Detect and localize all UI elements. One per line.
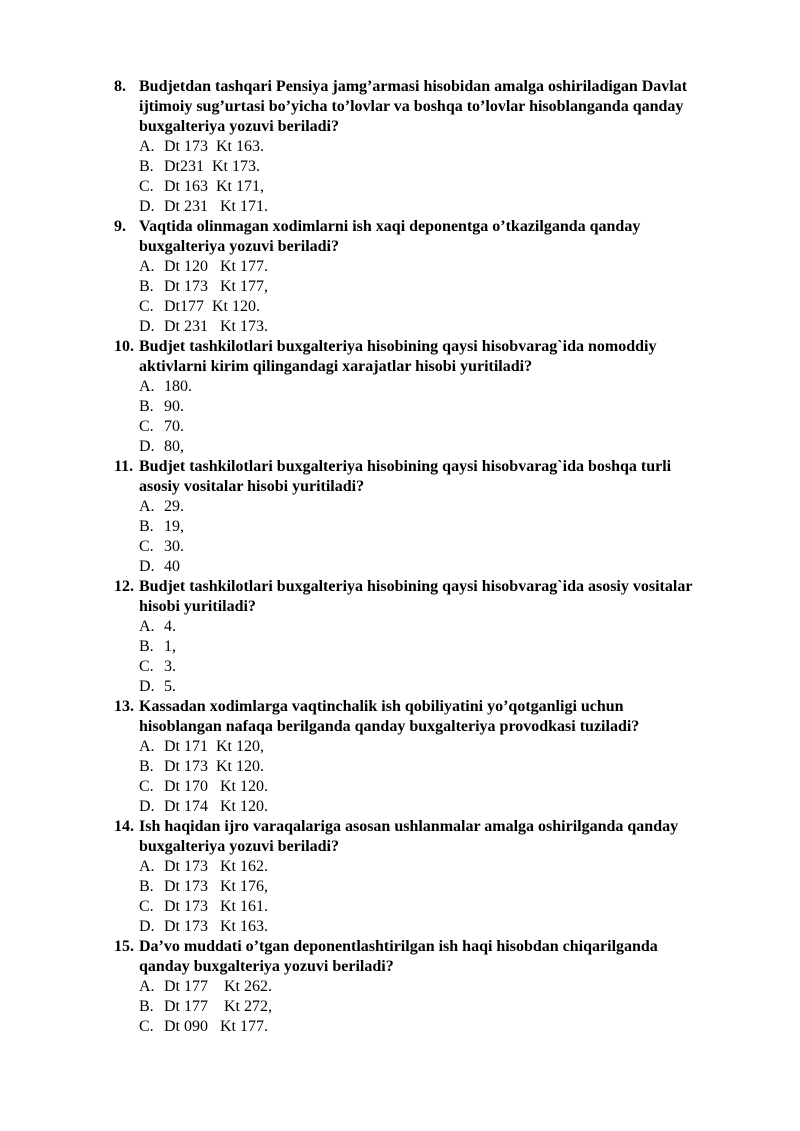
option-text: 29. <box>164 498 184 515</box>
question-text-line <box>0 237 800 257</box>
question-text: buxgalteriya yozuvi beriladi? <box>139 118 339 135</box>
question-item <box>0 337 800 457</box>
option-letter: B. <box>139 638 154 655</box>
question-item <box>0 937 800 1037</box>
option-letter: D. <box>139 438 155 455</box>
option-text: Dt 090 Kt 177. <box>164 1018 268 1035</box>
option-text: Dt 173 Kt 176, <box>164 878 268 895</box>
option-letter: C. <box>139 298 154 315</box>
option-letter: D. <box>139 198 155 215</box>
question-number: 11. <box>114 458 134 475</box>
option-text: Dt 173 Kt 163. <box>164 918 268 935</box>
option-text: Dt 170 Kt 120. <box>164 778 268 795</box>
option-text: Dt 163 Kt 171, <box>164 178 264 195</box>
option-letter: C. <box>139 778 154 795</box>
question-text: Budjet tashkilotlari buxgalteriya hisobining qaysi hisobvarag`ida asosiy vositalar <box>139 578 693 595</box>
question-text: Budjetdan tashqari Pensiya jamg’armasi hisobidan amalga oshiriladigan Davlat <box>139 78 688 95</box>
option-text: Dt 173 Kt 162. <box>164 858 268 875</box>
answer-option <box>0 657 800 677</box>
option-text: 40 <box>164 558 180 575</box>
question-text-line <box>0 337 800 357</box>
option-letter: D. <box>139 678 155 695</box>
option-letter: C. <box>139 178 154 195</box>
question-text-line <box>0 697 800 717</box>
option-text: Dt 120 Kt 177. <box>164 258 268 275</box>
question-number: 9. <box>114 218 126 235</box>
answer-option <box>0 417 800 437</box>
question-text-line <box>0 717 800 737</box>
question-text: Budjet tashkilotlari buxgalteriya hisobining qaysi hisobvarag`ida nomoddiy <box>139 338 657 355</box>
option-text: 4. <box>164 618 176 635</box>
option-text: 70. <box>164 418 184 435</box>
option-letter: A. <box>139 618 155 635</box>
option-letter: B. <box>139 878 154 895</box>
answer-option <box>0 297 800 317</box>
option-letter: A. <box>139 738 155 755</box>
answer-option <box>0 277 800 297</box>
answer-option <box>0 257 800 277</box>
option-text: 3. <box>164 658 176 675</box>
question-text-line <box>0 97 800 117</box>
answer-option <box>0 877 800 897</box>
option-letter: A. <box>139 138 155 155</box>
answer-option <box>0 197 800 217</box>
question-text: buxgalteriya yozuvi beriladi? <box>139 238 339 255</box>
question-text-line <box>0 77 800 97</box>
answer-option <box>0 857 800 877</box>
question-text-line <box>0 477 800 497</box>
question-text: hisoblangan nafaqa berilganda qanday buxgalteriya provodkasi tuziladi? <box>139 718 640 735</box>
option-letter: A. <box>139 258 155 275</box>
option-text: 80, <box>164 438 184 455</box>
answer-option <box>0 777 800 797</box>
question-text: Da’vo muddati o’tgan deponentlashtirilgan ish haqi hisobdan chiqarilganda <box>139 938 658 955</box>
answer-option <box>0 637 800 657</box>
option-letter: C. <box>139 538 154 555</box>
option-letter: C. <box>139 418 154 435</box>
answer-option <box>0 997 800 1017</box>
answer-option <box>0 757 800 777</box>
option-text: 90. <box>164 398 184 415</box>
question-text-line <box>0 817 800 837</box>
option-letter: B. <box>139 758 154 775</box>
question-text: ijtimoiy sug’urtasi bo’yicha to’lovlar va boshqa to’lovlar hisoblanganda qanday <box>139 98 684 115</box>
answer-option <box>0 517 800 537</box>
question-text: aktivlarni kirim qilingandagi xarajatlar hisobi yuritiladi? <box>139 358 533 375</box>
answer-option <box>0 537 800 557</box>
option-text: Dt 173 Kt 163. <box>164 138 264 155</box>
question-number: 10. <box>114 338 134 355</box>
question-text: hisobi yuritiladi? <box>139 598 256 615</box>
question-text: buxgalteriya yozuvi beriladi? <box>139 838 339 855</box>
option-letter: D. <box>139 318 155 335</box>
question-item <box>0 817 800 937</box>
answer-option <box>0 437 800 457</box>
question-number: 14. <box>114 818 134 835</box>
answer-option <box>0 157 800 177</box>
option-letter: C. <box>139 1018 154 1035</box>
question-text-line <box>0 957 800 977</box>
question-text: Ish haqidan ijro varaqalariga asosan ushlanmalar amalga oshirilganda qanday <box>139 818 679 835</box>
option-letter: C. <box>139 898 154 915</box>
option-text: Dt 171 Kt 120, <box>164 738 264 755</box>
option-letter: A. <box>139 858 155 875</box>
option-text: Dt 174 Kt 120. <box>164 798 268 815</box>
option-text: Dt 173 Kt 120. <box>164 758 264 775</box>
answer-option <box>0 397 800 417</box>
question-item <box>0 217 800 337</box>
answer-option <box>0 177 800 197</box>
option-text: 19, <box>164 518 184 535</box>
question-text: Kassadan xodimlarga vaqtinchalik ish qobiliyatini yo’qotganligi uchun <box>139 698 624 715</box>
option-text: Dt 177 Kt 262. <box>164 978 272 995</box>
question-text: Budjet tashkilotlari buxgalteriya hisobining qaysi hisobvarag`ida boshqa turli <box>139 458 672 475</box>
question-text-line <box>0 597 800 617</box>
option-letter: C. <box>139 658 154 675</box>
question-item <box>0 77 800 217</box>
option-letter: A. <box>139 978 155 995</box>
option-text: Dt 173 Kt 161. <box>164 898 268 915</box>
option-letter: B. <box>139 398 154 415</box>
option-letter: B. <box>139 518 154 535</box>
option-letter: B. <box>139 278 154 295</box>
option-text: Dt231 Kt 173. <box>164 158 260 175</box>
answer-option <box>0 737 800 757</box>
question-number: 15. <box>114 938 134 955</box>
question-number: 12. <box>114 578 134 595</box>
option-text: 5. <box>164 678 176 695</box>
question-list <box>0 77 800 1037</box>
question-text-line <box>0 217 800 237</box>
option-text: Dt 231 Kt 173. <box>164 318 268 335</box>
option-text: Dt 173 Kt 177, <box>164 278 268 295</box>
answer-option <box>0 1017 800 1037</box>
option-text: 1, <box>164 638 176 655</box>
answer-option <box>0 557 800 577</box>
question-text-line <box>0 837 800 857</box>
answer-option <box>0 797 800 817</box>
answer-option <box>0 917 800 937</box>
question-text: Vaqtida olinmagan xodimlarni ish xaqi deponentga o’tkazilganda qanday <box>139 218 641 235</box>
option-text: Dt 177 Kt 272, <box>164 998 272 1015</box>
question-number: 8. <box>114 78 126 95</box>
question-number: 13. <box>114 698 134 715</box>
question-text-line <box>0 457 800 477</box>
answer-option <box>0 137 800 157</box>
question-text-line <box>0 937 800 957</box>
option-letter: B. <box>139 998 154 1015</box>
option-letter: D. <box>139 918 155 935</box>
question-item <box>0 457 800 577</box>
option-text: 30. <box>164 538 184 555</box>
option-letter: A. <box>139 498 155 515</box>
option-letter: D. <box>139 558 155 575</box>
option-letter: D. <box>139 798 155 815</box>
answer-option <box>0 897 800 917</box>
answer-option <box>0 497 800 517</box>
answer-option <box>0 977 800 997</box>
option-text: Dt177 Kt 120. <box>164 298 260 315</box>
question-item <box>0 697 800 817</box>
question-text: asosiy vositalar hisobi yuritiladi? <box>139 478 365 495</box>
answer-option <box>0 677 800 697</box>
option-letter: A. <box>139 378 155 395</box>
option-letter: B. <box>139 158 154 175</box>
question-text-line <box>0 357 800 377</box>
question-text-line <box>0 577 800 597</box>
question-text-line <box>0 117 800 137</box>
option-text: 180. <box>164 378 192 395</box>
answer-option <box>0 377 800 397</box>
answer-option <box>0 317 800 337</box>
question-text: qanday buxgalteriya yozuvi beriladi? <box>139 958 394 975</box>
answer-option <box>0 617 800 637</box>
question-item <box>0 577 800 697</box>
option-text: Dt 231 Kt 171. <box>164 198 268 215</box>
